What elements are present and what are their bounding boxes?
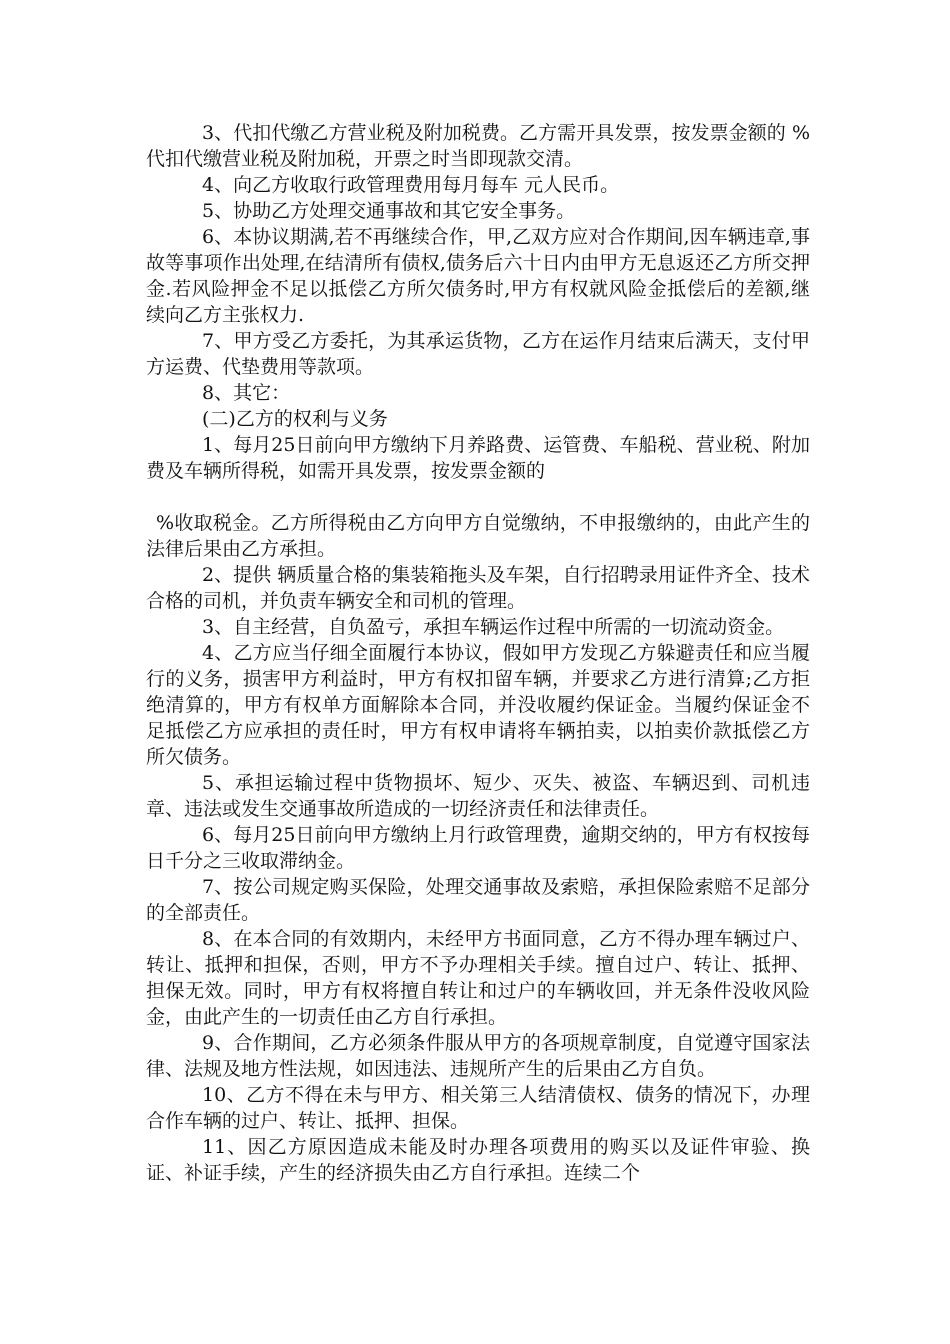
paragraph-debt-settlement: 10、乙方不得在未与甲方、相关第三人结清债权、债务的情况下，办理合作车辆的过户、转让、抵押、担保。 [146, 1084, 810, 1132]
paragraph-self-operation: 3、自主经营，自负盈亏，承担车辆运作过程中所需的一切流动资金。 [202, 616, 785, 638]
paragraph-accident-assistance: 5、协助乙方处理交通事故和其它安全事务。 [202, 200, 576, 222]
section-heading: (二)乙方的权利与义务 [202, 408, 388, 430]
paragraph-certificate-losses: 11、因乙方原因造成未能及时办理各项费用的购买以及证件审验、换证、补证手续，产生的经济损失由乙方自行承担。连续二个 [146, 1136, 810, 1184]
paragraph-compliance: 9、合作期间，乙方必须条件服从甲方的各项规章制度，自觉遵守国家法律、法规及地方性法规，如因违法、违规所产生的后果由乙方自负。 [146, 1032, 810, 1080]
paragraph-performance: 4、乙方应当仔细全面履行本协议，假如甲方发现乙方躲避责任和应当履行的义务，损害甲方利益时，甲方有权扣留车辆，并要求乙方进行清算;乙方拒绝清算的，甲方有权单方面解除本合同，并没收履约保证金。当履约保证金不足抵偿乙方应承担的责任时，甲方有权申请将车辆拍卖，以拍卖价款抵偿乙方所欠债务。 [146, 642, 810, 768]
paragraph-tax-withholding: 3、代扣代缴乙方营业税及附加税费。乙方需开具发票，按发票金额的 %代扣代缴营业税及附加税，开票之时当即现款交清。 [146, 122, 810, 170]
paragraph-tax-continuation: %收取税金。乙方所得税由乙方向甲方自觉缴纳，不申报缴纳的，由此产生的法律后果由乙方承担。 [146, 512, 810, 560]
paragraph-other: 8、其它： [202, 382, 291, 404]
paragraph-vehicles: 2、提供 辆质量合格的集装箱拖头及车架，自行招聘录用证件齐全、技术合格的司机，并负责车辆安全和司机的管理。 [146, 564, 810, 612]
paragraph-admin-fee: 4、向乙方收取行政管理费用每月每车 元人民币。 [202, 174, 620, 196]
paragraph-freight-payment: 7、甲方受乙方委托，为其承运货物，乙方在运作月结束后满天，支付甲方运费、代垫费用等款项。 [146, 330, 810, 378]
document-page [146, 120, 810, 1186]
paragraph-liability: 5、承担运输过程中货物损坏、短少、灭失、被盗、车辆迟到、司机违章、违法或发生交通事故所造成的一切经济责任和法律责任。 [146, 772, 810, 820]
paragraph-insurance: 7、按公司规定购买保险，处理交通事故及索赔，承担保险索赔不足部分的全部责任。 [146, 876, 810, 924]
paragraph-late-fee: 6、每月25日前向甲方缴纳上月行政管理费，逾期交纳的，甲方有权按每日千分之三收取滞纳金。 [146, 824, 810, 872]
paragraph-monthly-fees: 1、每月25日前向甲方缴纳下月养路费、运管费、车船税、营业税、附加费及车辆所得税，如需开具发票，按发票金额的 [146, 434, 810, 482]
paragraph-deposit-return: 6、本协议期满,若不再继续合作，甲,乙双方应对合作期间,因车辆违章,事故等事项作出处理,在结清所有债权,债务后六十日内由甲方无息返还乙方所交押金.若风险押金不足以抵偿乙方所欠债务时,甲方有权就风险金抵偿后的差额,继续向乙方主张权力. [146, 226, 810, 326]
paragraph-transfer-restriction: 8、在本合同的有效期内，未经甲方书面同意，乙方不得办理车辆过户、转让、抵押和担保，否则，甲方不予办理相关手续。擅自过户、转让、抵押、担保无效。同时，甲方有权将擅自转让和过户的车辆收回，并无条件没收风险金，由此产生的一切责任由乙方自行承担。 [146, 928, 810, 1028]
